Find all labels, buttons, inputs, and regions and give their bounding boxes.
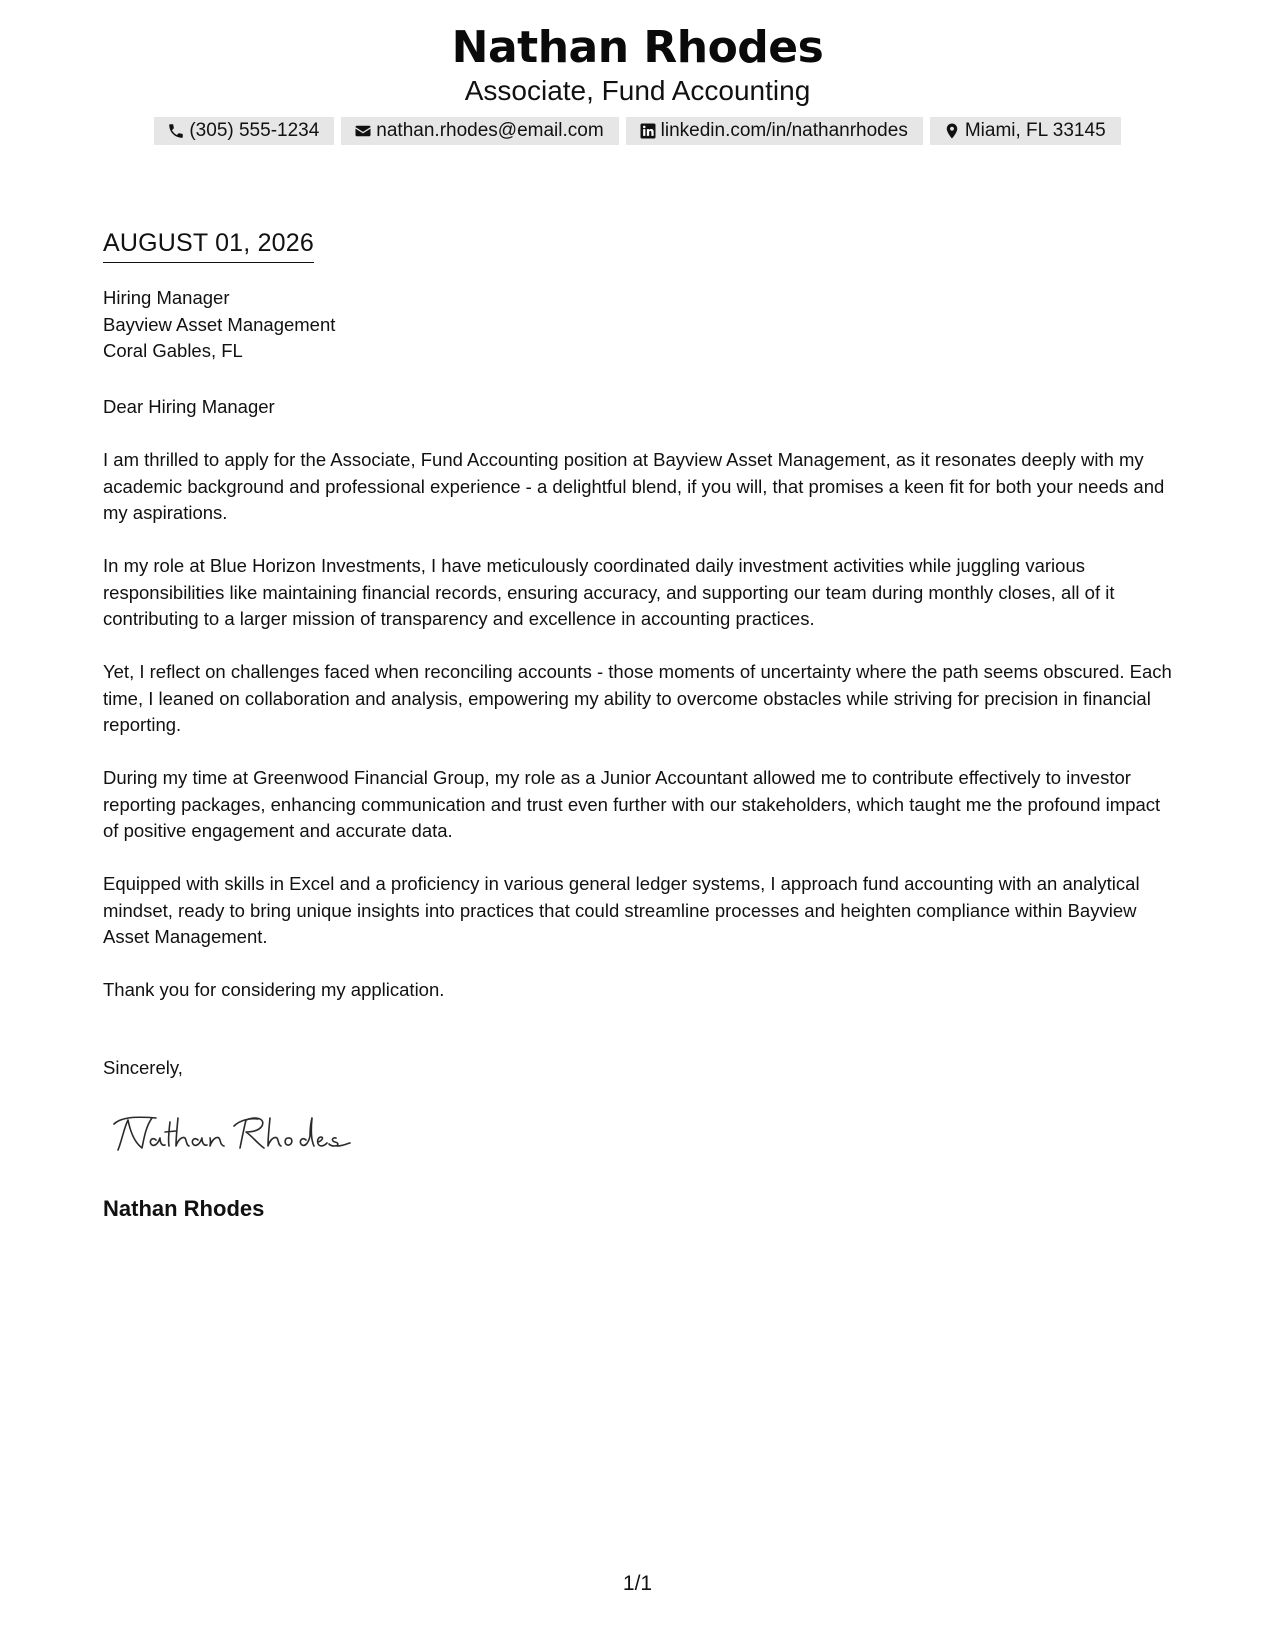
body-paragraph: Equipped with skills in Excel and a proficiency in various general ledger systems, I approach fund accounting with an analytical mindset, ready to bring unique insights into practices that could streamline processes and heighten compliance within Bayview Asset Management. <box>103 873 1140 947</box>
signer-name: Nathan Rhodes <box>103 1196 265 1221</box>
letter-date: AUGUST 01, 2026 <box>103 228 314 263</box>
map-pin-icon <box>943 122 961 140</box>
contact-bar <box>0 117 1275 145</box>
body-paragraph: I am thrilled to apply for the Associate, Fund Accounting position at Bayview Asset Management, as it resonates deeply with my academic background and professional experience - a delightful blend, if you will, that promises a keen fit for both your needs and my aspirations. <box>103 449 1165 523</box>
contact-location[interactable] <box>930 117 1121 145</box>
applicant-title: Associate, Fund Accounting <box>464 75 811 106</box>
letter-header <box>0 22 1275 145</box>
closing: Sincerely, <box>103 1057 183 1078</box>
phone-text: (305) 555-1234 <box>189 120 320 141</box>
body-paragraph: Thank you for considering my application. <box>103 979 445 1000</box>
linkedin-icon <box>639 122 657 140</box>
contact-linkedin[interactable] <box>626 117 923 145</box>
body-paragraph: During my time at Greenwood Financial Group, my role as a Junior Accountant allowed me to contribute effectively to investor reporting packages, enhancing communication and trust even further with our stakeholders, which taught me the profound impact of positive engagement and accurate data. <box>103 767 1161 841</box>
linkedin-text: linkedin.com/in/nathanrhodes <box>660 120 908 141</box>
envelope-icon <box>354 122 372 140</box>
contact-email[interactable] <box>341 117 618 145</box>
recipient-block <box>103 285 335 365</box>
handwritten-signature <box>112 1110 352 1158</box>
body-paragraph: Yet, I reflect on challenges faced when reconciling accounts - those moments of uncertainty where the path seems obscured. Each time, I leaned on collaboration and analysis, empowering my ability to overcome obstacles while striving for precision in financial reporting. <box>103 661 1172 735</box>
contact-phone[interactable] <box>154 117 334 145</box>
email-text: nathan.rhodes@email.com <box>376 120 604 141</box>
recipient-line: Coral Gables, FL <box>103 340 243 361</box>
location-text: Miami, FL 33145 <box>964 120 1106 141</box>
body-paragraph: In my role at Blue Horizon Investments, I have meticulously coordinated daily investment activities while juggling various responsibilities like maintaining financial records, ensuring accuracy, and supporting our team during monthly closes, all of it contributing to a larger mission of transparency and excellence in accounting practices. <box>103 555 1115 629</box>
applicant-name: Nathan Rhodes <box>451 22 824 73</box>
recipient-line: Bayview Asset Management <box>103 313 336 335</box>
phone-icon <box>167 122 185 140</box>
page-number: 1/1 <box>622 1572 653 1595</box>
recipient-line: Hiring Manager <box>103 287 230 308</box>
letter-body <box>103 394 1178 1030</box>
salutation: Dear Hiring Manager <box>103 396 275 417</box>
